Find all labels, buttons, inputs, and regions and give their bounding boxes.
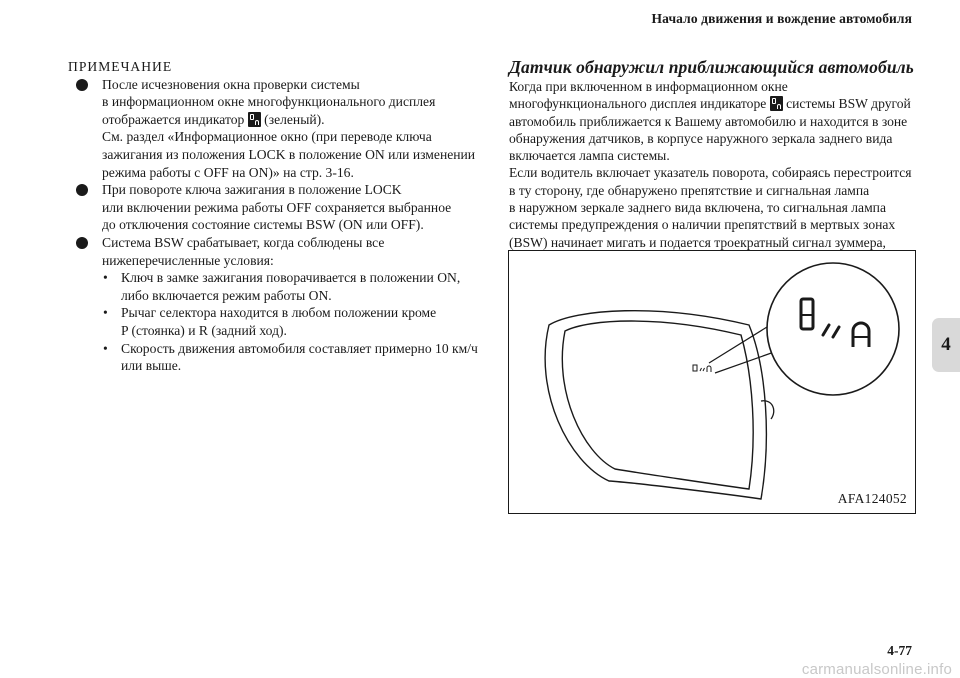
text-line: либо включается режим работы ON. [121,287,332,303]
bullet-dot-icon [76,79,88,91]
text-line: (BSW) начинает мигать и подается троекратный сигнал зуммера, [509,234,886,250]
sub-bullet-mark: • [103,305,108,321]
bullet-dot-icon [76,184,88,196]
text-line: Скорость движения автомобиля составляет примерно 10 км/ч [121,340,478,356]
text-line: Система BSW срабатывает, когда соблюдены все [102,234,385,250]
text-line: режима работы с OFF на ON)» на стр. 3-16. [102,164,354,180]
text-line: отображается индикатор (зеленый). [102,111,325,127]
note-block [68,58,483,375]
chapter-tab: 4 [932,318,960,372]
text-line: многофункционального дисплея индикаторе системы BSW другой [509,96,911,112]
text-line: в информационном окне многофункционального дисплея [102,94,436,110]
text-line: P (стоянка) и R (задний ход). [121,322,287,338]
section-title: Датчик обнаружил приближающийся автомобиль [509,57,914,77]
text-line: Рычаг селектора находится в любом положении кроме [121,305,437,321]
text-line: в наружном зеркале заднего вида включена, то сигнальная лампа [509,200,886,216]
bsw-indicator-icon [770,96,783,111]
note-title: ПРИМЕЧАНИЕ [68,59,173,74]
text-line: системы предупреждения о наличии препятствий в мертвых зонах [509,217,896,233]
condition-item [68,269,483,304]
text-line: Когда при включенном в информационном окне [509,79,788,94]
page-number: 4-77 [887,643,912,658]
text-line: до отключения состояние системы BSW (ON или OFF). [102,217,424,233]
note-bullet [68,234,483,269]
text-line: или выше. [121,358,182,374]
figure-code: AFA124052 [837,491,907,506]
bsw-indicator-icon [248,112,261,127]
watermark: carmanualsonline.info [801,661,952,678]
text-line: включается лампа системы. [509,148,670,164]
text-line: зажигания из положения LOCK в положение ON или изменении [102,146,476,162]
note-bullet [68,181,483,234]
text-line: обнаружения датчиков, в корпусе наружного зеркала заднего вида [509,130,893,146]
bullet-dot-icon [76,237,88,249]
text-line: После исчезновения окна проверки системы [102,76,360,92]
note-bullet [68,76,483,182]
text-line: Если водитель включает указатель поворота, собираясь перестроится [509,165,912,181]
text-line: нижеперечисленные условия: [102,252,274,268]
section-block [509,56,929,268]
condition-item [68,304,483,339]
text-line: автомобиль приближается к Вашему автомобилю и находится в зоне [509,113,908,129]
running-header: Начало движения и вождение автомобиля [651,11,912,26]
sub-bullet-mark: • [103,270,108,286]
mirror-illustration [508,250,916,514]
text-line: Ключ в замке зажигания поворачивается в положении ON, [121,270,461,286]
side-mirror-icon [509,251,915,513]
text-line: в ту сторону, где обнаружено препятствие и сигнальная лампа [509,182,870,198]
text-line: При повороте ключа зажигания в положение LOCK [102,182,402,198]
condition-item [68,340,483,375]
text-line: или включении режима работы OFF сохраняется выбранное [102,199,452,215]
sub-bullet-mark: • [103,340,108,356]
text-line: См. раздел «Информационное окно (при переводе ключа [102,129,432,145]
